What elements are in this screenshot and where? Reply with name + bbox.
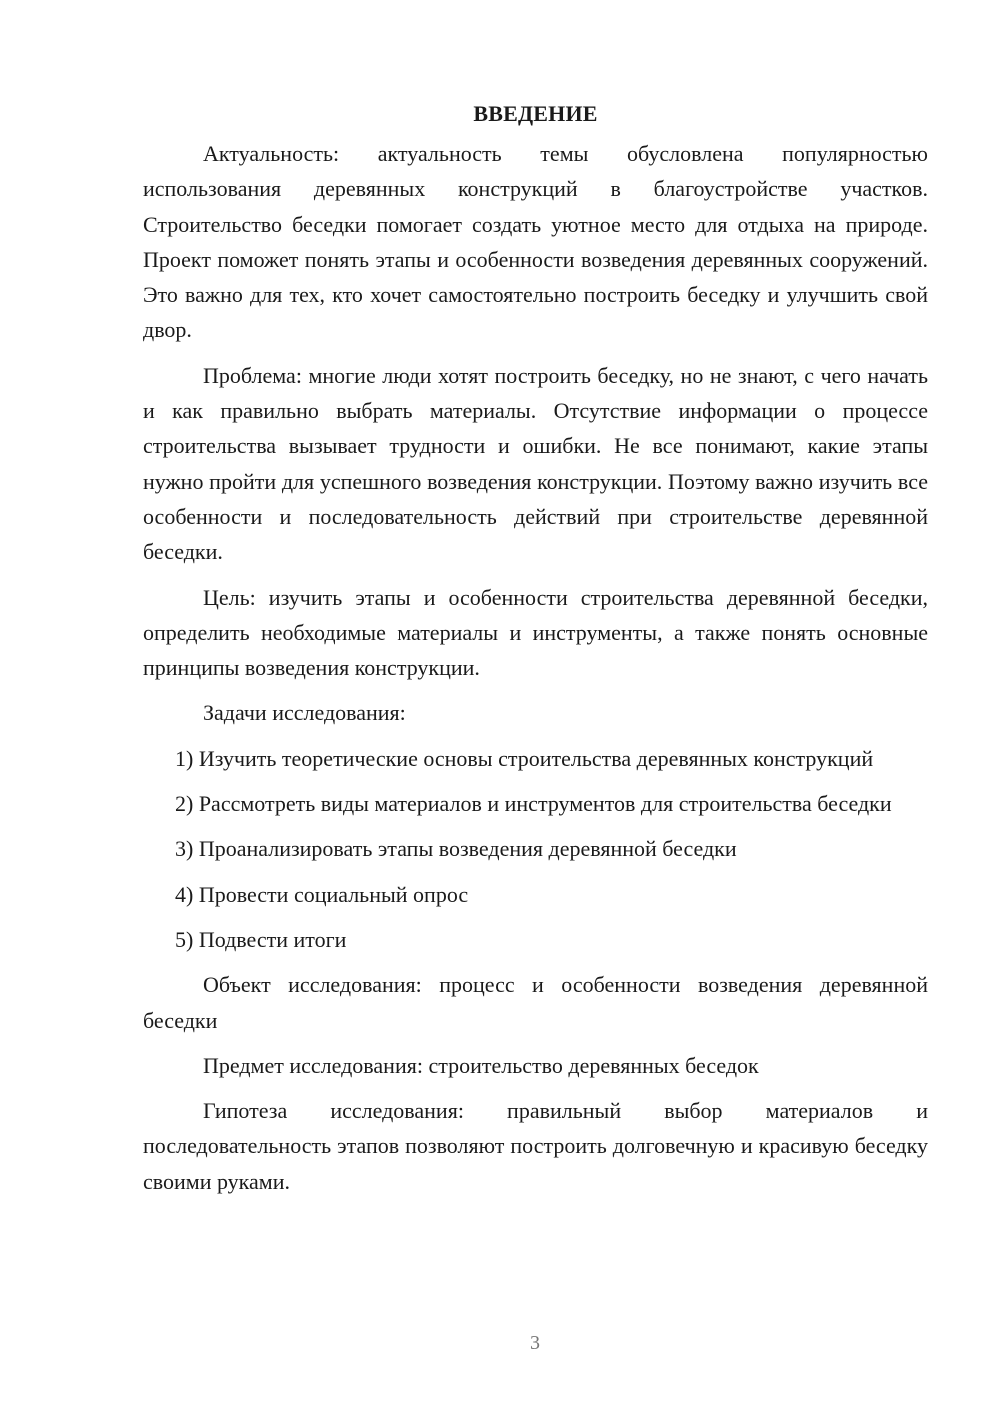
paragraph-relevance: Актуальность: актуальность темы обусловлена популярностью использования деревянных конструкций в благоустройстве участков. Строительство беседки помогает создать уютное место для отдыха на природе. Проект поможет понять этапы и особенности возведения деревянных сооружений. Это важно для тех, кто хочет самостоятельно построить беседку и улучшить свой двор. [143, 141, 928, 343]
list-item-task-4: 4) Провести социальный опрос [175, 881, 469, 907]
section-title: ВВЕДЕНИЕ [473, 101, 598, 126]
list-item-task-3: 3) Проанализировать этапы возведения деревянной беседки [175, 836, 737, 862]
document-body [143, 96, 928, 1209]
paragraph-object: Объект исследования: процесс и особенности возведения деревянной беседки [143, 972, 928, 1033]
paragraph-tasks-heading: Задачи исследования: [203, 700, 406, 726]
paragraph-subject: Предмет исследования: строительство деревянных беседок [203, 1052, 759, 1078]
paragraph-problem: Проблема: многие люди хотят построить беседку, но не знают, с чего начать и как правильно выбрать материалы. Отсутствие информации о процессе строительства вызывает трудности и ошибки. Не все понимают, какие этапы нужно пройти для успешного возведения конструкции. Поэтому важно изучить все особенности и последовательность действий при строительстве деревянной беседки. [143, 362, 928, 565]
paragraph-hypothesis: Гипотеза исследования: правильный выбор материалов и последовательность этапов позволяют построить долговечную и красивую беседку своими руками. [143, 1098, 928, 1194]
list-item-task-1: 1) Изучить теоретические основы строительства деревянных конструкций [175, 745, 874, 771]
list-item-task-5: 5) Подвести итоги [175, 926, 347, 952]
paragraph-goal: Цель: изучить этапы и особенности строительства деревянной беседки, определить необходимые материалы и инструменты, а также понять основные принципы возведения конструкции. [143, 584, 928, 681]
page-number: 3 [530, 1332, 540, 1354]
list-item-task-2: 2) Рассмотреть виды материалов и инструментов для строительства беседки [175, 791, 892, 817]
